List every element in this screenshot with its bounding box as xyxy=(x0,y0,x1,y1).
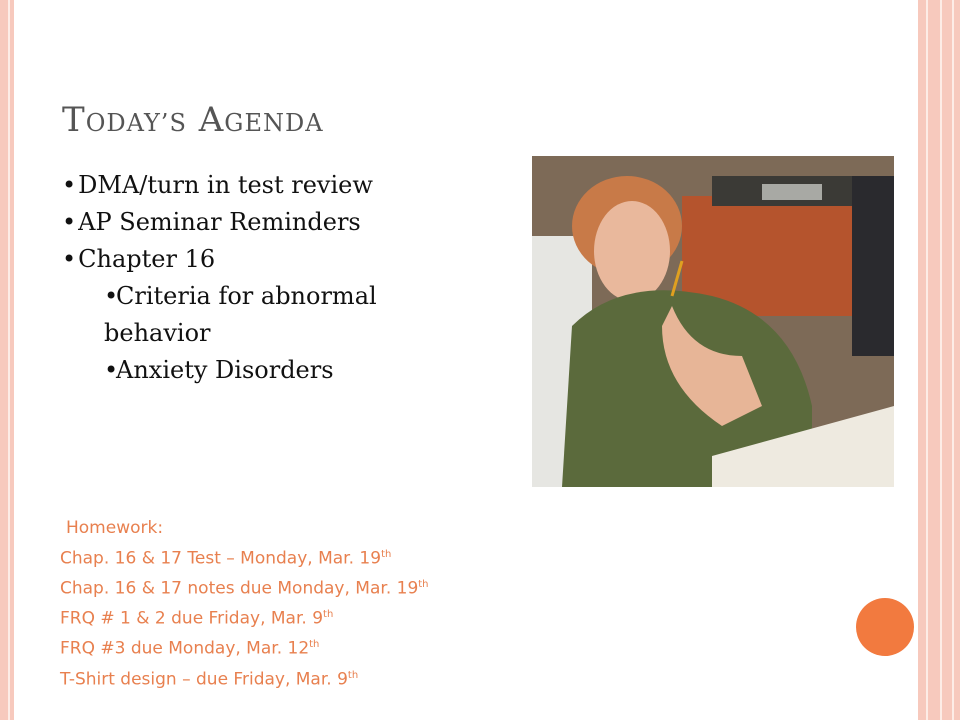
subitem-line: Anxiety Disorders xyxy=(116,356,334,384)
title-word: ODAY’S xyxy=(85,109,187,137)
homework-item xyxy=(60,663,429,693)
homework-text: Chap. 16 & 17 Test – Monday, Mar. 19 xyxy=(60,548,382,569)
homework-text: FRQ #3 due Monday, Mar. 12 xyxy=(60,639,310,659)
agenda-item: • DMA/turn in test review xyxy=(62,167,522,204)
title-cap: T xyxy=(62,100,86,140)
homework-block xyxy=(60,516,429,693)
agenda-item: • Chapter 16 xyxy=(62,241,522,278)
homework-item xyxy=(60,542,429,572)
agenda-list xyxy=(62,167,522,389)
agenda-item: • AP Seminar Reminders xyxy=(62,204,522,241)
homework-sup: th xyxy=(381,548,392,560)
homework-item xyxy=(60,572,429,602)
homework-text: T-Shirt design – due Friday, Mar. 9 xyxy=(60,669,348,690)
homework-text: FRQ # 1 & 2 due Friday, Mar. 9 xyxy=(60,608,324,629)
student-photo xyxy=(532,156,894,487)
subitem-line: behavior xyxy=(104,319,211,347)
subitem-line: Criteria for abnormal xyxy=(116,282,377,310)
decorative-circle xyxy=(856,598,914,656)
slide-title xyxy=(62,100,324,140)
homework-sup: th xyxy=(418,578,429,590)
homework-item xyxy=(60,602,429,632)
homework-text: Chap. 16 & 17 notes due Monday, Mar. 19 xyxy=(60,578,419,599)
left-border xyxy=(0,0,14,720)
photo-illustration xyxy=(532,156,894,487)
homework-sup: th xyxy=(309,639,320,651)
title-word: GENDA xyxy=(224,109,324,137)
agenda-subitem xyxy=(62,278,522,352)
right-border-stripe xyxy=(940,0,942,720)
homework-title: Homework: xyxy=(66,518,164,538)
bullet-dot: • xyxy=(104,282,119,310)
right-border xyxy=(918,0,960,720)
homework-sup: th xyxy=(323,609,334,621)
title-cap: A xyxy=(198,100,225,140)
homework-sup: th xyxy=(347,669,359,681)
homework-item xyxy=(60,632,429,662)
bullet-dot: • xyxy=(104,356,119,384)
right-border-stripe xyxy=(926,0,928,720)
right-border-stripe xyxy=(952,0,954,720)
agenda-subitem xyxy=(62,352,522,389)
